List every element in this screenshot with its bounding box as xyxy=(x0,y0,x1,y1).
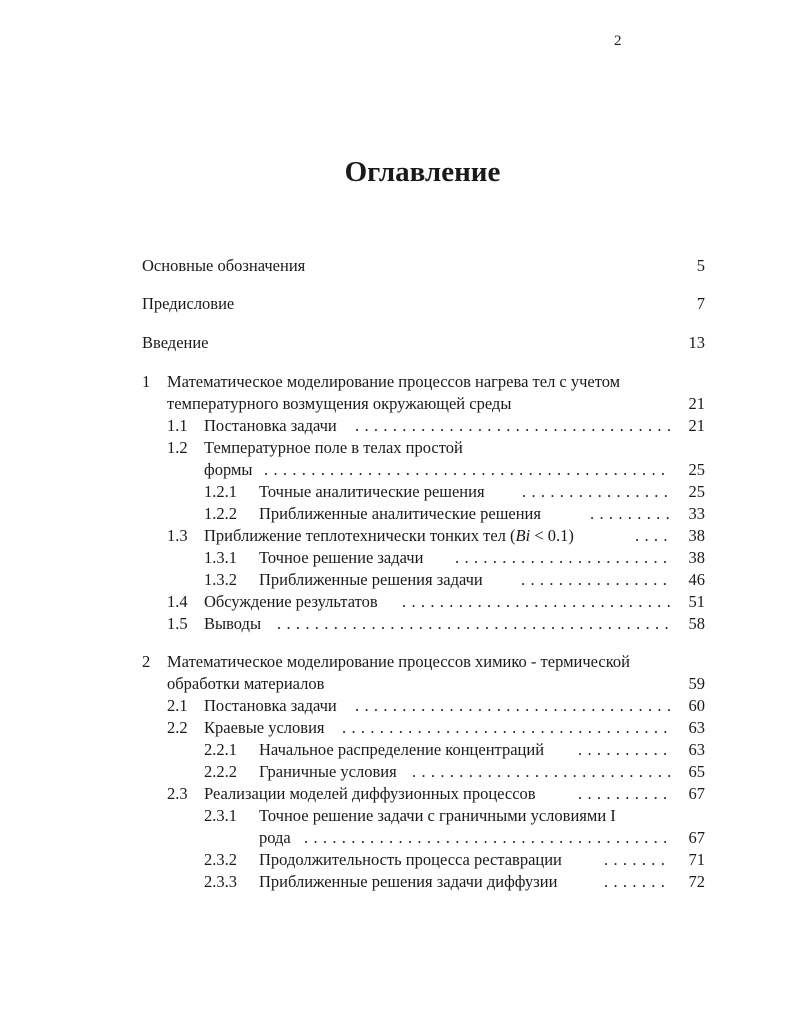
chapter-number: 1 xyxy=(142,372,151,391)
toc-entry-page: 67 xyxy=(688,784,705,803)
toc-entry-page: 63 xyxy=(688,740,705,759)
subsection-number: 2.2.2 xyxy=(204,762,237,781)
subsection-number: 1.3.2 xyxy=(204,570,237,589)
section-number: 2.1 xyxy=(167,696,188,715)
subsection-title-line-2: рода xyxy=(259,828,291,847)
section-number: 1.2 xyxy=(167,438,188,457)
toc-chapter-1-cont[interactable] xyxy=(142,393,705,415)
subsection-number: 1.2.1 xyxy=(204,482,237,501)
toc-entry-page: 33 xyxy=(688,504,705,523)
leader-dots xyxy=(578,783,671,805)
toc-subsection-2-3-1[interactable] xyxy=(204,805,705,827)
leader-dots xyxy=(412,761,671,783)
page-title: Оглавление xyxy=(344,156,501,188)
leader-dots xyxy=(355,695,671,717)
chapter-title-line-1: Математическое моделирование процессов химико - термической xyxy=(167,652,630,671)
subsection-title: Точное решение задачи xyxy=(259,548,424,567)
chapter-title-line-2: температурного возмущения окружающей среды xyxy=(167,394,512,413)
subsection-number: 1.2.2 xyxy=(204,504,237,523)
section-title: Реализации моделей диффузионных процессов xyxy=(204,784,536,803)
toc-entry-title: Введение xyxy=(142,333,209,352)
chapter-title-line-1: Математическое моделирование процессов нагрева тел с учетом xyxy=(167,372,621,391)
toc-entry-page: 65 xyxy=(688,762,705,781)
toc-entry-page: 38 xyxy=(688,548,705,567)
section-title: Выводы xyxy=(204,614,262,633)
toc-subsection-2-2-2[interactable] xyxy=(204,761,705,783)
toc-entry-page: 7 xyxy=(696,294,705,313)
toc-entry-page: 59 xyxy=(688,674,705,693)
section-title-line-1: Температурное поле в телах простой xyxy=(204,438,463,457)
toc-entry-page: 67 xyxy=(688,828,705,847)
subsection-title: Приближенные решения задачи диффузии xyxy=(259,872,558,891)
section-title-part-a: Приближение теплотехнически тонких тел ( xyxy=(204,526,516,545)
toc-entry-preface[interactable] xyxy=(142,293,705,315)
toc-chapter-1[interactable] xyxy=(142,371,705,393)
toc-subsection-2-3-1-cont[interactable] xyxy=(204,827,705,849)
leader-dots xyxy=(578,739,671,761)
subsection-number: 2.3.1 xyxy=(204,806,237,825)
subsection-number: 1.3.1 xyxy=(204,548,237,567)
section-number: 1.5 xyxy=(167,614,188,633)
leader-dots xyxy=(604,871,671,893)
subsection-title: Точные аналитические решения xyxy=(259,482,485,501)
toc-entry-page: 21 xyxy=(688,416,705,435)
section-title xyxy=(204,525,574,547)
chapter-title-line-2: обработки материалов xyxy=(167,674,325,693)
leader-dots xyxy=(522,481,671,503)
toc-section-1-5[interactable] xyxy=(167,613,705,635)
toc-entry-page: 51 xyxy=(688,592,705,611)
subsection-title: Граничные условия xyxy=(259,762,397,781)
toc-entry-page: 25 xyxy=(688,482,705,501)
toc-subsection-2-3-3[interactable] xyxy=(204,871,705,893)
leader-dots xyxy=(355,415,671,437)
math-bi: Bi xyxy=(515,526,531,545)
toc-entry-page: 60 xyxy=(688,696,705,715)
toc-section-1-1[interactable] xyxy=(167,415,705,437)
section-number: 2.3 xyxy=(167,784,188,803)
leader-dots xyxy=(342,717,671,739)
toc-entry-notation[interactable] xyxy=(142,255,705,277)
section-title: Краевые условия xyxy=(204,718,325,737)
toc-section-2-2[interactable] xyxy=(167,717,705,739)
section-number: 2.2 xyxy=(167,718,188,737)
subsection-title: Продолжительность процесса реставрации xyxy=(259,850,562,869)
subsection-title: Приближенные решения задачи xyxy=(259,570,483,589)
subsection-number: 2.2.1 xyxy=(204,740,237,759)
section-number: 1.1 xyxy=(167,416,188,435)
chapter-number: 2 xyxy=(142,652,151,671)
toc-section-1-2-cont[interactable] xyxy=(167,459,705,481)
leader-dots xyxy=(590,503,671,525)
toc-entry-page: 63 xyxy=(688,718,705,737)
leader-dots xyxy=(604,849,671,871)
toc-entry-page: 46 xyxy=(688,570,705,589)
toc-entry-page: 58 xyxy=(688,614,705,633)
section-title-part-b: < 0.1) xyxy=(530,526,574,545)
toc-subsection-1-2-1[interactable] xyxy=(204,481,705,503)
toc-chapter-2-cont[interactable] xyxy=(142,673,705,695)
toc-section-1-3[interactable] xyxy=(167,525,705,547)
toc-subsection-2-2-1[interactable] xyxy=(204,739,705,761)
leader-dots xyxy=(521,569,671,591)
toc-subsection-1-3-2[interactable] xyxy=(204,569,705,591)
toc-section-2-1[interactable] xyxy=(167,695,705,717)
page-number: 2 xyxy=(614,33,622,49)
toc-subsection-2-3-2[interactable] xyxy=(204,849,705,871)
toc-entry-introduction[interactable] xyxy=(142,332,705,354)
section-title: Обсуждение результатов xyxy=(204,592,378,611)
section-title-line-2: формы xyxy=(204,460,253,479)
toc-entry-page: 72 xyxy=(688,872,705,891)
toc-section-1-2[interactable] xyxy=(167,437,705,459)
subsection-number: 2.3.2 xyxy=(204,850,237,869)
subsection-number: 2.3.3 xyxy=(204,872,237,891)
toc-entry-title: Предисловие xyxy=(142,294,235,313)
toc-chapter-2[interactable] xyxy=(142,651,705,673)
toc-entry-page: 25 xyxy=(688,460,705,479)
section-number: 1.3 xyxy=(167,526,188,545)
leader-dots xyxy=(304,827,671,849)
subsection-title: Начальное распределение концентраций xyxy=(259,740,545,759)
subsection-title-line-1: Точное решение задачи с граничными условиями I xyxy=(259,806,616,825)
toc-entry-page: 38 xyxy=(688,526,705,545)
section-title: Постановка задачи xyxy=(204,696,337,715)
subsection-title: Приближенные аналитические решения xyxy=(259,504,541,523)
toc-subsection-1-3-1[interactable] xyxy=(204,547,705,569)
toc-section-1-4[interactable] xyxy=(167,591,705,613)
toc-section-2-3[interactable] xyxy=(167,783,705,805)
leader-dots xyxy=(455,547,671,569)
leader-dots xyxy=(277,613,671,635)
toc-entry-page: 13 xyxy=(688,333,705,352)
toc-entry-title: Основные обозначения xyxy=(142,256,306,275)
toc-entry-page: 5 xyxy=(696,256,705,275)
toc-entry-page: 71 xyxy=(688,850,705,869)
section-title: Постановка задачи xyxy=(204,416,337,435)
leader-dots xyxy=(264,459,671,481)
leader-dots xyxy=(402,591,671,613)
toc-entry-page: 21 xyxy=(688,394,705,413)
toc-subsection-1-2-2[interactable] xyxy=(204,503,705,525)
leader-dots xyxy=(635,525,671,547)
section-number: 1.4 xyxy=(167,592,188,611)
